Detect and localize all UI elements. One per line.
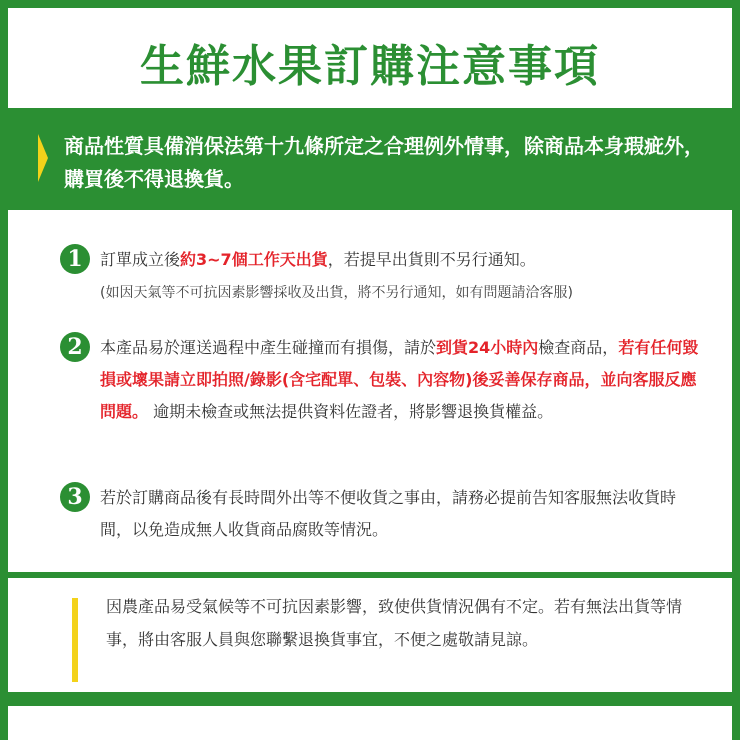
notice-item-1 <box>60 244 700 309</box>
title-panel <box>8 8 732 108</box>
footer-panel <box>8 706 732 740</box>
item-2-highlight-2: 若有任何毀損或壞果請立即拍照/錄影(含宅配單、包裝、內容物)後妥善保存商品，並向客服反應問題。 <box>100 338 699 421</box>
notice-item-2 <box>60 332 700 428</box>
page-title: 生鮮水果訂購注意事項 <box>140 41 600 92</box>
bottom-note-panel <box>8 578 732 692</box>
item-1-text-after: ，若提早出貨則不另行通知。 <box>327 250 536 269</box>
notice-item-3 <box>60 482 700 546</box>
item-1-highlight: 約3~7個工作天出貨 <box>180 250 328 269</box>
notice-panel <box>8 210 732 572</box>
notice-item-1-text <box>100 244 700 309</box>
intro-text: 商品性質具備消保法第十九條所定之合理例外情事，除商品本身瑕疵外，購買後不得退換貨。 <box>64 134 704 191</box>
notice-item-3-text: 若於訂購商品後有長時間外出等不便收貨之事由，請務必提前告知客服無法收貨時間，以免造成無人收貨商品腐敗等情況。 <box>100 488 677 539</box>
item-2-text-after: 逾期未檢查或無法提供資料佐證者，將影響退換貨權益。 <box>148 402 554 421</box>
item-2-text-before: 本產品易於運送過程中產生碰撞而有損傷，請於 <box>100 338 437 357</box>
number-1-badge: 1 <box>60 244 90 274</box>
item-1-text-before: 訂單成立後 <box>100 250 181 269</box>
yellow-accent-bar <box>72 598 78 682</box>
number-3-badge: 3 <box>60 482 90 512</box>
item-2-highlight: 到貨24小時內 <box>436 338 539 357</box>
number-2-badge: 2 <box>60 332 90 362</box>
notice-item-2-text <box>100 332 700 428</box>
intro-arrow-icon <box>38 134 48 182</box>
item-1-sub: (如因天氣等不可抗因素影響採收及出貨，將不另行通知，如有問題請洽客服) <box>100 285 573 301</box>
item-2-text-middle: 檢查商品， <box>538 338 619 357</box>
bottom-note-text: 因農產品易受氣候等不可抗因素影響，致使供貨情況偶有不定。若有無法出貨等情事，將由客服人員與您聯繫退換貨事宜，不便之處敬請見諒。 <box>106 597 683 649</box>
intro-section <box>48 130 708 196</box>
